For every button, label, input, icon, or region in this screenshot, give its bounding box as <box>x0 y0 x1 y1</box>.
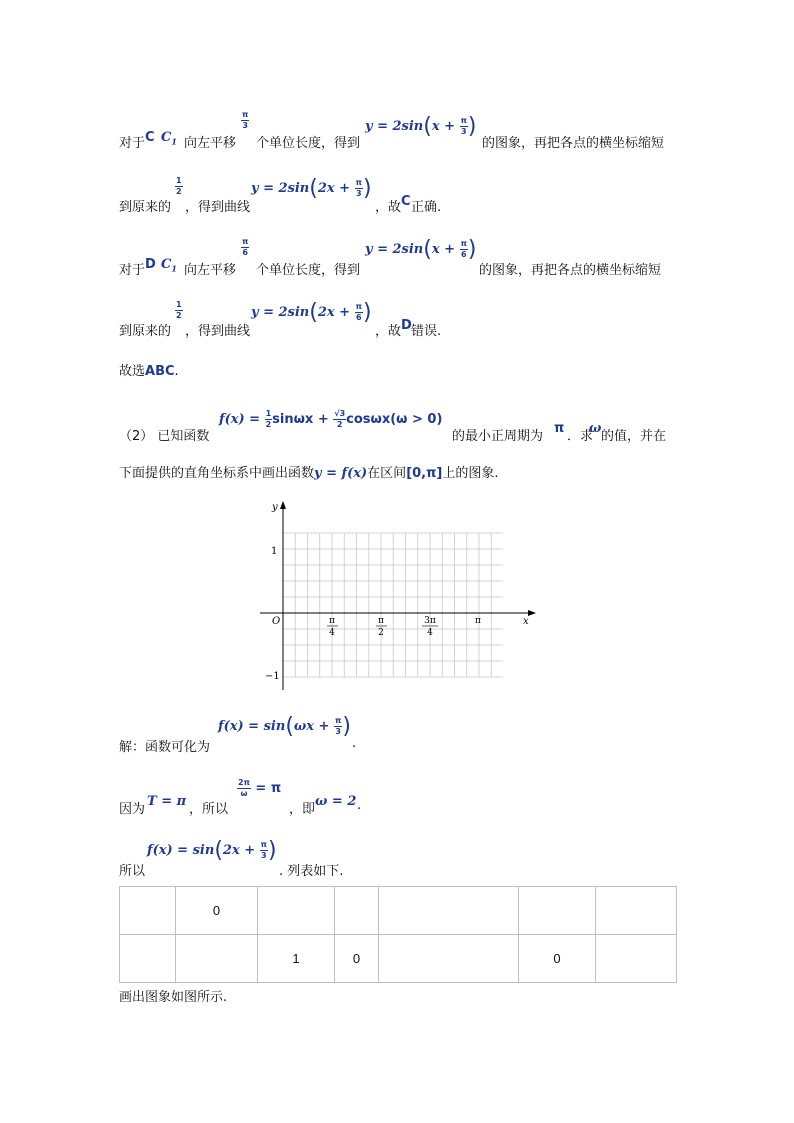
table-cell <box>379 887 519 935</box>
table-cell: 0 <box>335 935 379 983</box>
q2-pi: π <box>554 421 565 436</box>
line2-mid: ，得到曲线 <box>185 200 251 215</box>
q2-label: （2） 已知函数 <box>119 429 210 444</box>
line3-prefix: 对于 <box>119 263 146 278</box>
table-cell <box>120 935 176 983</box>
line3-c1-sub: 1 <box>171 263 177 274</box>
line1-shift-fraction: $\frac{\pi}{3}$ <box>242 110 249 130</box>
coordinate-graph <box>258 495 548 695</box>
sol2-mid2: ，即 <box>289 802 316 817</box>
svg-text:4: 4 <box>427 628 433 638</box>
question-2-line2 <box>119 462 498 481</box>
line4-prefix: 到原来的 <box>119 324 172 339</box>
line4-mid: ，得到曲线 <box>185 324 251 339</box>
q2-ask: ．求 <box>567 429 594 444</box>
line4-equation: y = 2sin(2x + $\frac{\pi}{6}$ ) <box>251 300 372 325</box>
origin-label: O <box>272 616 281 627</box>
q2b-interval: [0,π] <box>406 466 443 481</box>
line5-prefix: 故选 <box>119 364 146 379</box>
line2-prefix: 到原来的 <box>119 200 172 215</box>
line3-shift-fraction: $\frac{\pi}{6}$ <box>242 237 249 257</box>
line1-c1: C <box>161 130 172 145</box>
table-cell <box>519 887 596 935</box>
x-axis-label: x <box>523 616 529 627</box>
q2-end: 的值，并在 <box>601 429 667 444</box>
table-cell: 1 <box>258 935 335 983</box>
x-tick-pi-2 <box>376 616 387 638</box>
line3-equation: y = 2sin(x + $\frac{\pi}{6}$ ) <box>365 237 477 262</box>
line2-verdict: 正确. <box>411 200 442 215</box>
line3-units: 个单位长度，得到 <box>256 263 361 278</box>
sol2-eq: T = π <box>147 794 187 809</box>
sol3-equation: f(x) = sin(2x + $\frac{\pi}{3}$ ) <box>147 838 277 863</box>
line2-equation: y = 2sin(2x + $\frac{\pi}{3}$ ) <box>251 176 372 201</box>
q2b-text3: 上的图象. <box>442 466 499 481</box>
answer: ABC <box>145 364 175 379</box>
line1-suffix: 的图象，再把各点的横坐标缩短 <box>482 136 665 151</box>
q2b-func: y = f(x) <box>314 466 368 481</box>
sol1-equation: f(x) = sin(ωx + $\frac{\pi}{3}$ ) <box>218 714 351 739</box>
line4-option: D <box>401 318 412 333</box>
table-cell <box>596 935 677 983</box>
line1-shift: 向左平移 <box>184 136 237 151</box>
sol1-prefix: 解：函数可化为 <box>119 740 211 755</box>
q2b-text1: 下面提供的直角坐标系中画出函数 <box>119 466 315 481</box>
table-cell: 0 <box>519 935 596 983</box>
table-cell <box>176 935 258 983</box>
line1-units: 个单位长度，得到 <box>256 136 361 151</box>
line2-half: $\frac{1}{2}$ <box>176 176 182 196</box>
svg-text:π: π <box>378 616 384 626</box>
sol2-mid: ，所以 <box>189 802 229 817</box>
svg-text:2: 2 <box>378 628 384 638</box>
q2b-text2: 在区间 <box>367 466 407 481</box>
line4-verdict: 错误. <box>411 324 442 339</box>
q2-omega: ω <box>589 421 602 436</box>
line2-option: C <box>401 194 411 209</box>
line4-after: ，故 <box>375 324 402 339</box>
y-axis-label: y <box>272 502 278 513</box>
line1-c1-sub: 1 <box>171 136 177 147</box>
table-cell <box>258 887 335 935</box>
line3-suffix: 的图象，再把各点的横坐标缩短 <box>479 263 662 278</box>
y-tick-neg1: −1 <box>265 671 280 682</box>
line2-after: ，故 <box>375 200 402 215</box>
table-cell <box>335 887 379 935</box>
sol3-prefix: 所以 <box>119 864 146 879</box>
line3-shift: 向左平移 <box>184 263 237 278</box>
values-table <box>119 886 677 983</box>
sol1-end: . <box>352 736 357 751</box>
line-answer <box>119 360 179 379</box>
line5-end: . <box>174 364 179 379</box>
svg-text:4: 4 <box>329 628 335 638</box>
svg-text:3π: 3π <box>424 616 436 626</box>
graph-grid <box>283 533 503 677</box>
x-tick-pi-4 <box>327 616 338 638</box>
sol2-prefix: 因为 <box>119 802 146 817</box>
table-cell <box>120 887 176 935</box>
line4-half: $\frac{1}{2}$ <box>176 300 182 320</box>
closing-line: 画出图象如图所示. <box>119 990 228 1005</box>
y-tick-1: 1 <box>271 546 278 557</box>
q2-mid: 的最小正周期为 <box>452 429 544 444</box>
table-cell: 0 <box>176 887 258 935</box>
line1-equation: y = 2sin(x + $\frac{\pi}{3}$ ) <box>365 114 477 139</box>
q2-function: f(x) = $\frac{1}{2}$ sinωx + $\frac{√3}{2}$ cosωx(ω > 0) <box>219 409 443 429</box>
sol3-end: . 列表如下. <box>279 864 344 879</box>
sol2-eq2: ω = 2 <box>315 794 357 809</box>
x-tick-pi: π <box>475 616 481 626</box>
table-cell <box>379 935 519 983</box>
svg-text:π: π <box>329 616 335 626</box>
table-cell <box>596 887 677 935</box>
y-axis-arrow <box>280 501 286 509</box>
sol2-end: . <box>357 798 362 813</box>
x-axis-arrow <box>528 610 536 616</box>
table-row <box>120 935 677 983</box>
line1-prefix: 对于 <box>119 136 146 151</box>
sol2-fraction-eq: $\frac{2\pi}{\omega}$ = π <box>238 778 282 798</box>
line1-option: C <box>145 130 155 145</box>
table-row <box>120 887 677 935</box>
line3-c1: C <box>161 257 172 272</box>
line3-option: D <box>145 257 156 272</box>
